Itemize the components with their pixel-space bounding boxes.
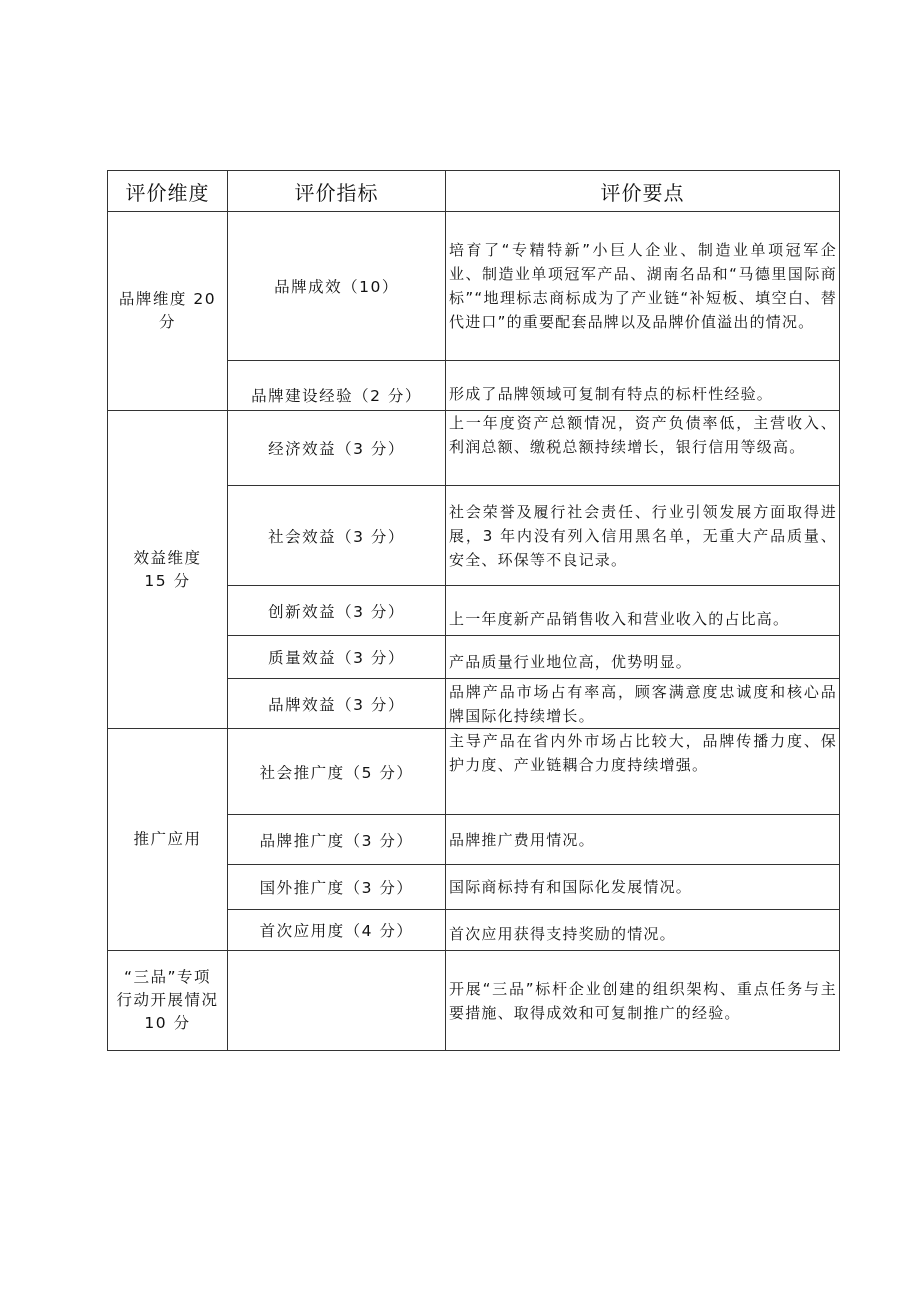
evaluation-table <box>107 170 840 1051</box>
points-cell: 主导产品在省内外市场占比较大，品牌传播力度、保护力度、产业链耦合力度持续增强。 <box>446 729 840 815</box>
indicator-cell: 品牌成效（10） <box>228 212 446 361</box>
dimension-label-line: 行动开展情况 <box>116 991 219 1009</box>
indicator-cell: 品牌推广度（3 分） <box>228 815 446 865</box>
dimension-label-line: 分 <box>158 313 176 331</box>
points-cell: 产品质量行业地位高，优势明显。 <box>446 636 840 679</box>
dimension-cell <box>108 411 228 729</box>
indicator-cell: 创新效益（3 分） <box>228 586 446 636</box>
dimension-label-line: 推广应用 <box>133 830 202 848</box>
indicator-cell: 国外推广度（3 分） <box>228 865 446 910</box>
indicator-cell <box>228 951 446 1051</box>
table-row <box>108 411 840 486</box>
points-cell: 上一年度新产品销售收入和营业收入的占比高。 <box>446 586 840 636</box>
points-cell: 品牌推广费用情况。 <box>446 815 840 865</box>
dimension-label-line: 品牌维度 20 <box>118 290 217 308</box>
points-cell: 品牌产品市场占有率高，顾客满意度忠诚度和核心品牌国际化持续增长。 <box>446 679 840 729</box>
indicator-cell: 质量效益（3 分） <box>228 636 446 679</box>
indicator-cell: 社会效益（3 分） <box>228 486 446 586</box>
points-cell: 开展“三品”标杆企业创建的组织架构、重点任务与主要措施、取得成效和可复制推广的经验。 <box>446 951 840 1051</box>
points-cell: 上一年度资产总额情况，资产负债率低，主营收入、利润总额、缴税总额持续增长，银行信用等级高。 <box>446 411 840 486</box>
indicator-cell: 品牌效益（3 分） <box>228 679 446 729</box>
points-cell: 首次应用获得支持奖励的情况。 <box>446 910 840 951</box>
dimension-label-line: 10 分 <box>144 1014 191 1032</box>
points-cell: 培育了“专精特新”小巨人企业、制造业单项冠军企业、制造业单项冠军产品、湖南名品和“马德里国际商标”“地理标志商标成为了产业链“补短板、填空白、替代进口”的重要配套品牌以及品牌价值溢出的情况。 <box>446 212 840 361</box>
points-cell: 社会荣誉及履行社会责任、行业引领发展方面取得进展，3 年内没有列入信用黑名单，无重大产品质量、安全、环保等不良记录。 <box>446 486 840 586</box>
dimension-label-line: 15 分 <box>144 571 191 590</box>
table-row <box>108 729 840 815</box>
header-row <box>108 171 840 212</box>
indicator-cell: 品牌建设经验（2 分） <box>228 361 446 411</box>
header-indicator: 评价指标 <box>228 171 446 212</box>
table-row <box>108 212 840 361</box>
header-points: 评价要点 <box>446 171 840 212</box>
points-cell: 形成了品牌领域可复制有特点的标杆性经验。 <box>446 361 840 411</box>
dimension-cell <box>108 729 228 951</box>
dimension-cell <box>108 212 228 411</box>
dimension-label-line: 效益维度 <box>133 548 202 567</box>
indicator-cell: 社会推广度（5 分） <box>228 729 446 815</box>
table-row <box>108 951 840 1051</box>
dimension-label-line: “三品”专项 <box>123 968 212 986</box>
points-cell: 国际商标持有和国际化发展情况。 <box>446 865 840 910</box>
indicator-cell: 经济效益（3 分） <box>228 411 446 486</box>
header-dimension: 评价维度 <box>108 171 228 212</box>
indicator-cell: 首次应用度（4 分） <box>228 910 446 951</box>
dimension-cell <box>108 951 228 1051</box>
